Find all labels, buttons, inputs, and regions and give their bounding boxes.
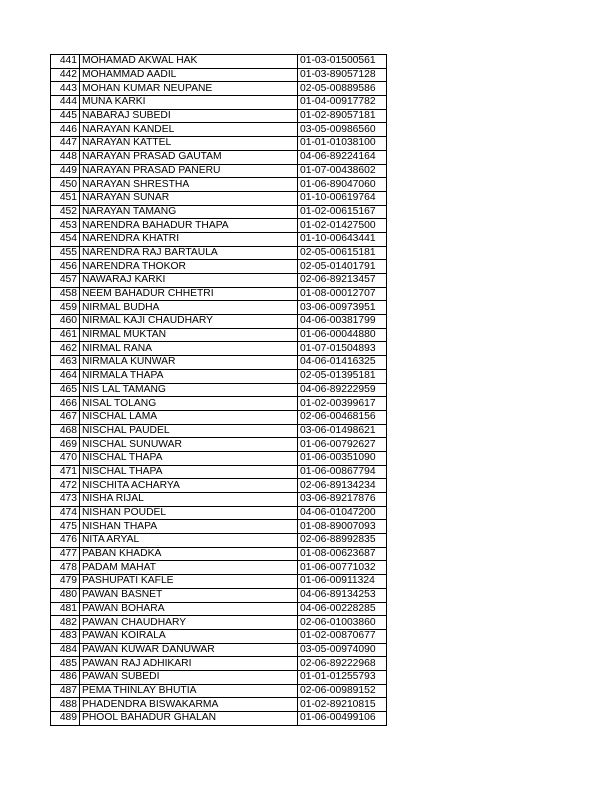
name-cell: NIRMALA KUNWAR [80,356,298,370]
roster-table [50,54,387,726]
name-cell: PAWAN BOHARA [80,602,298,616]
id-number-cell: 01-06-89047060 [298,178,387,192]
serial-number-cell: 479 [51,575,80,589]
serial-number-cell: 469 [51,438,80,452]
id-number-cell: 02-06-88992835 [298,534,387,548]
table-row [51,383,387,397]
table-row [51,547,387,561]
table-row [51,137,387,151]
id-number-cell: 01-06-00351090 [298,451,387,465]
table-row [51,342,387,356]
id-number-cell: 01-03-01500561 [298,55,387,69]
id-number-cell: 01-04-00917782 [298,96,387,110]
serial-number-cell: 480 [51,588,80,602]
id-number-cell: 03-06-01498621 [298,424,387,438]
table-row [51,588,387,602]
serial-number-cell: 454 [51,232,80,246]
serial-number-cell: 444 [51,96,80,110]
table-row [51,520,387,534]
id-number-cell: 02-06-00989152 [298,684,387,698]
name-cell: PAWAN SUBEDI [80,670,298,684]
id-number-cell: 01-06-00499106 [298,712,387,726]
name-cell: NISHAN THAPA [80,520,298,534]
id-number-cell: 01-08-00623687 [298,547,387,561]
serial-number-cell: 464 [51,369,80,383]
serial-number-cell: 489 [51,712,80,726]
table-row [51,246,387,260]
id-number-cell: 01-08-89007093 [298,520,387,534]
serial-number-cell: 449 [51,164,80,178]
name-cell: NISCHAL LAMA [80,410,298,424]
table-row [51,55,387,69]
id-number-cell: 02-05-00615181 [298,246,387,260]
serial-number-cell: 486 [51,670,80,684]
name-cell: NISCHITA ACHARYA [80,479,298,493]
name-cell: NARAYAN PRASAD PANERU [80,164,298,178]
name-cell: NABARAJ SUBEDI [80,109,298,123]
serial-number-cell: 488 [51,698,80,712]
serial-number-cell: 465 [51,383,80,397]
name-cell: NARAYAN SUNAR [80,191,298,205]
id-number-cell: 04-06-89222959 [298,383,387,397]
table-row [51,616,387,630]
table-row [51,451,387,465]
serial-number-cell: 481 [51,602,80,616]
table-row [51,684,387,698]
name-cell: MOHAMAD AKWAL HAK [80,55,298,69]
id-number-cell: 04-06-89134253 [298,588,387,602]
table-row [51,301,387,315]
name-cell: PHADENDRA BISWAKARMA [80,698,298,712]
serial-number-cell: 474 [51,506,80,520]
name-cell: PADAM MAHAT [80,561,298,575]
table-row [51,534,387,548]
table-row [51,465,387,479]
name-cell: PAWAN CHAUDHARY [80,616,298,630]
table-row [51,164,387,178]
table-row [51,410,387,424]
serial-number-cell: 443 [51,82,80,96]
name-cell: MOHAN KUMAR NEUPANE [80,82,298,96]
name-cell: PASHUPATI KAFLE [80,575,298,589]
id-number-cell: 03-05-00974090 [298,643,387,657]
serial-number-cell: 447 [51,137,80,151]
id-number-cell: 02-06-89213457 [298,274,387,288]
id-number-cell: 01-02-89057181 [298,109,387,123]
id-number-cell: 01-07-00438602 [298,164,387,178]
serial-number-cell: 461 [51,328,80,342]
id-number-cell: 01-06-00792627 [298,438,387,452]
name-cell: PEMA THINLAY BHUTIA [80,684,298,698]
table-row [51,287,387,301]
id-number-cell: 04-06-01416325 [298,356,387,370]
name-cell: NISHA RIJAL [80,493,298,507]
serial-number-cell: 471 [51,465,80,479]
name-cell: NARENDRA THOKOR [80,260,298,274]
id-number-cell: 01-06-00771032 [298,561,387,575]
table-row [51,150,387,164]
table-row [51,493,387,507]
table-row [51,219,387,233]
name-cell: NIRMALA THAPA [80,369,298,383]
id-number-cell: 01-01-01038100 [298,137,387,151]
name-cell: NARAYAN TAMANG [80,205,298,219]
table-row [51,629,387,643]
serial-number-cell: 451 [51,191,80,205]
name-cell: NISHAN POUDEL [80,506,298,520]
name-cell: NISCHAL PAUDEL [80,424,298,438]
serial-number-cell: 446 [51,123,80,137]
name-cell: PAWAN RAJ ADHIKARI [80,657,298,671]
table-row [51,274,387,288]
serial-number-cell: 466 [51,397,80,411]
id-number-cell: 02-06-00468156 [298,410,387,424]
name-cell: NISCHAL THAPA [80,451,298,465]
table-row [51,657,387,671]
serial-number-cell: 483 [51,629,80,643]
id-number-cell: 02-06-89222968 [298,657,387,671]
name-cell: NIRMAL RANA [80,342,298,356]
table-row [51,123,387,137]
id-number-cell: 01-10-00619764 [298,191,387,205]
id-number-cell: 04-06-00228285 [298,602,387,616]
table-row [51,315,387,329]
serial-number-cell: 448 [51,150,80,164]
table-row [51,328,387,342]
name-cell: MOHAMMAD AADIL [80,68,298,82]
serial-number-cell: 457 [51,274,80,288]
id-number-cell: 01-10-00643441 [298,232,387,246]
table-row [51,205,387,219]
serial-number-cell: 452 [51,205,80,219]
name-cell: PAWAN KOIRALA [80,629,298,643]
table-row [51,68,387,82]
name-cell: NAWARAJ KARKI [80,274,298,288]
serial-number-cell: 468 [51,424,80,438]
serial-number-cell: 484 [51,643,80,657]
serial-number-cell: 450 [51,178,80,192]
id-number-cell: 02-05-01401791 [298,260,387,274]
table-row [51,260,387,274]
id-number-cell: 01-08-00012707 [298,287,387,301]
name-cell: NIS LAL TAMANG [80,383,298,397]
name-cell: NARAYAN SHRESTHA [80,178,298,192]
id-number-cell: 02-06-89134234 [298,479,387,493]
serial-number-cell: 482 [51,616,80,630]
id-number-cell: 03-06-00973951 [298,301,387,315]
serial-number-cell: 472 [51,479,80,493]
table-row [51,643,387,657]
table-row [51,698,387,712]
table-row [51,479,387,493]
name-cell: PHOOL BAHADUR GHALAN [80,712,298,726]
name-cell: NISAL TOLANG [80,397,298,411]
name-cell: NARENDRA BAHADUR THAPA [80,219,298,233]
id-number-cell: 02-06-01003860 [298,616,387,630]
id-number-cell: 01-06-00867794 [298,465,387,479]
serial-number-cell: 478 [51,561,80,575]
name-cell: NARAYAN KANDEL [80,123,298,137]
serial-number-cell: 462 [51,342,80,356]
id-number-cell: 01-01-01255793 [298,670,387,684]
table-row [51,438,387,452]
name-cell: PAWAN BASNET [80,588,298,602]
name-cell: NISCHAL SUNUWAR [80,438,298,452]
id-number-cell: 02-05-00889586 [298,82,387,96]
serial-number-cell: 459 [51,301,80,315]
serial-number-cell: 463 [51,356,80,370]
serial-number-cell: 475 [51,520,80,534]
name-cell: NEEM BAHADUR CHHETRI [80,287,298,301]
id-number-cell: 01-02-00870677 [298,629,387,643]
table-row [51,575,387,589]
table-row [51,82,387,96]
serial-number-cell: 456 [51,260,80,274]
name-cell: PABAN KHADKA [80,547,298,561]
table-row [51,109,387,123]
table-row [51,96,387,110]
name-cell: PAWAN KUWAR DANUWAR [80,643,298,657]
id-number-cell: 01-07-01504893 [298,342,387,356]
serial-number-cell: 460 [51,315,80,329]
name-cell: MUNA KARKI [80,96,298,110]
id-number-cell: 01-02-89210815 [298,698,387,712]
serial-number-cell: 455 [51,246,80,260]
table-row [51,561,387,575]
name-cell: NIRMAL KAJI CHAUDHARY [80,315,298,329]
id-number-cell: 01-02-00399617 [298,397,387,411]
serial-number-cell: 453 [51,219,80,233]
name-cell: NARENDRA RAJ BARTAULA [80,246,298,260]
serial-number-cell: 473 [51,493,80,507]
id-number-cell: 04-06-89224164 [298,150,387,164]
serial-number-cell: 487 [51,684,80,698]
id-number-cell: 01-06-00044880 [298,328,387,342]
id-number-cell: 03-06-89217876 [298,493,387,507]
name-cell: NARAYAN KATTEL [80,137,298,151]
id-number-cell: 01-06-00911324 [298,575,387,589]
table-row [51,178,387,192]
serial-number-cell: 458 [51,287,80,301]
serial-number-cell: 442 [51,68,80,82]
table-row [51,369,387,383]
id-number-cell: 02-05-01395181 [298,369,387,383]
table-row [51,232,387,246]
id-number-cell: 01-02-01427500 [298,219,387,233]
serial-number-cell: 441 [51,55,80,69]
serial-number-cell: 485 [51,657,80,671]
table-row [51,506,387,520]
table-row [51,602,387,616]
id-number-cell: 04-06-00381799 [298,315,387,329]
id-number-cell: 03-05-00986560 [298,123,387,137]
id-number-cell: 01-03-89057128 [298,68,387,82]
table-row [51,397,387,411]
name-cell: NARAYAN PRASAD GAUTAM [80,150,298,164]
serial-number-cell: 467 [51,410,80,424]
roster-table-body [51,55,387,726]
serial-number-cell: 445 [51,109,80,123]
id-number-cell: 04-06-01047200 [298,506,387,520]
table-row [51,712,387,726]
id-number-cell: 01-02-00615167 [298,205,387,219]
name-cell: NARENDRA KHATRI [80,232,298,246]
table-row [51,191,387,205]
table-row [51,356,387,370]
name-cell: NITA ARYAL [80,534,298,548]
table-row [51,670,387,684]
serial-number-cell: 476 [51,534,80,548]
name-cell: NIRMAL MUKTAN [80,328,298,342]
name-cell: NIRMAL BUDHA [80,301,298,315]
name-cell: NISCHAL THAPA [80,465,298,479]
serial-number-cell: 477 [51,547,80,561]
table-row [51,424,387,438]
serial-number-cell: 470 [51,451,80,465]
